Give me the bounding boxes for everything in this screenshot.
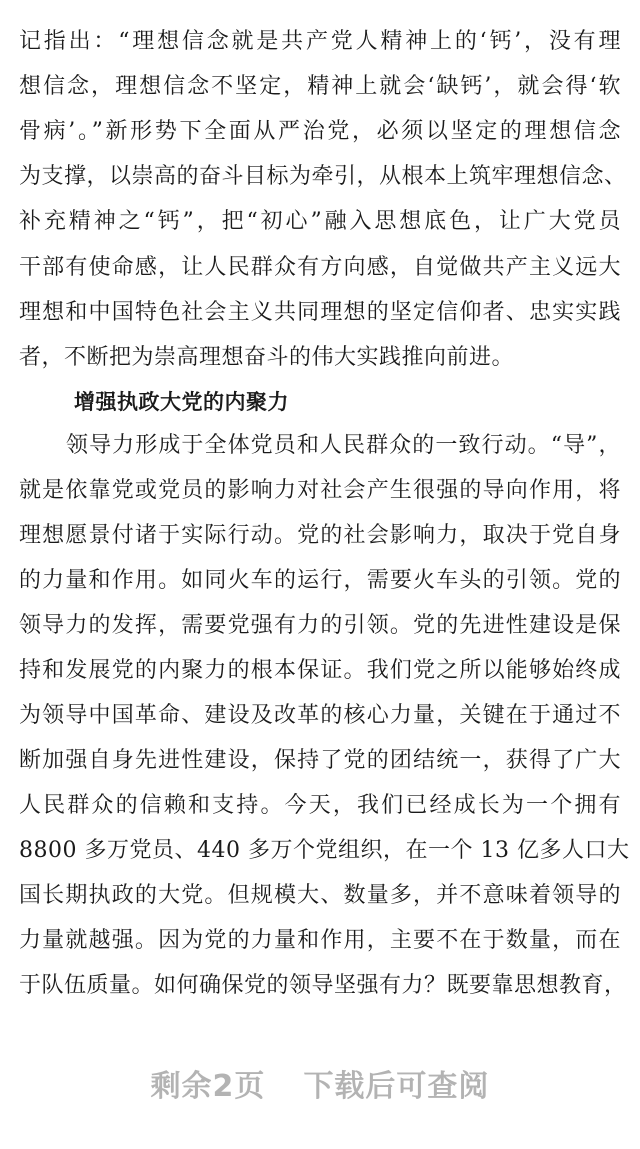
text-line: 持和发展党的内聚力的根本保证。我们党之所以能够始终成 (19, 658, 621, 683)
section-heading: 增强执政大党的内聚力 (74, 390, 289, 414)
text-line: 干部有使命感，让人民群众有方向感，自觉做共产主义远大 (19, 255, 621, 280)
text-line: 8800 多万党员、440 多万个党组织，在一个 13 亿多人口大 (19, 838, 630, 863)
download-to-read-label: 下载后可查阅 (303, 1069, 490, 1104)
download-prompt[interactable] (0, 1062, 640, 1112)
text-line: 的力量和作用。如同火车的运行，需要火车头的引领。党的 (19, 568, 621, 593)
text-line: 国长期执政的大党。但规模大、数量多，并不意味着领导的 (19, 883, 621, 908)
text-line: 为支撑，以崇高的奋斗目标为牵引，从根本上筑牢理想信念、 (19, 164, 627, 189)
text-line: 理想愿景付诸于实际行动。党的社会影响力，取决于党自身 (19, 523, 621, 548)
text-line: 于队伍质量。如何确保党的领导坚强有力？既要靠思想教育， (19, 973, 627, 998)
text-line: 补充精神之“钙”，把“初心”融入思想底色，让广大党员 (19, 209, 621, 234)
text-line: 领导力形成于全体党员和人民群众的一致行动。“导”， (66, 433, 621, 458)
text-line: 断加强自身先进性建设，保持了党的团结统一，获得了广大 (19, 748, 621, 773)
text-line: 领导力的发挥，需要党强有力的引领。党的先进性建设是保 (19, 613, 621, 638)
text-line: 力量就越强。因为党的力量和作用，主要不在于数量，而在 (19, 928, 621, 953)
text-line: 记指出：“理想信念就是共产党人精神上的‘钙’，没有理 (19, 29, 621, 54)
text-line: 骨病’。”新形势下全面从严治党，必须以坚定的理想信念 (19, 119, 621, 144)
remaining-pages-label: 剩余2页 (150, 1069, 266, 1104)
text-line: 为领导中国革命、建设及改革的核心力量，关键在于通过不 (19, 703, 621, 728)
text-line: 理想和中国特色社会主义共同理想的坚定信仰者、忠实实践 (19, 300, 621, 325)
text-line: 人民群众的信赖和支持。今天，我们已经成长为一个拥有 (19, 793, 621, 818)
text-line: 者，不断把为崇高理想奋斗的伟大实践推向前进。 (19, 345, 515, 370)
text-line: 想信念，理想信念不坚定，精神上就会‘缺钙’，就会得‘软 (19, 74, 621, 99)
text-line: 就是依靠党或党员的影响力对社会产生很强的导向作用，将 (19, 478, 621, 503)
